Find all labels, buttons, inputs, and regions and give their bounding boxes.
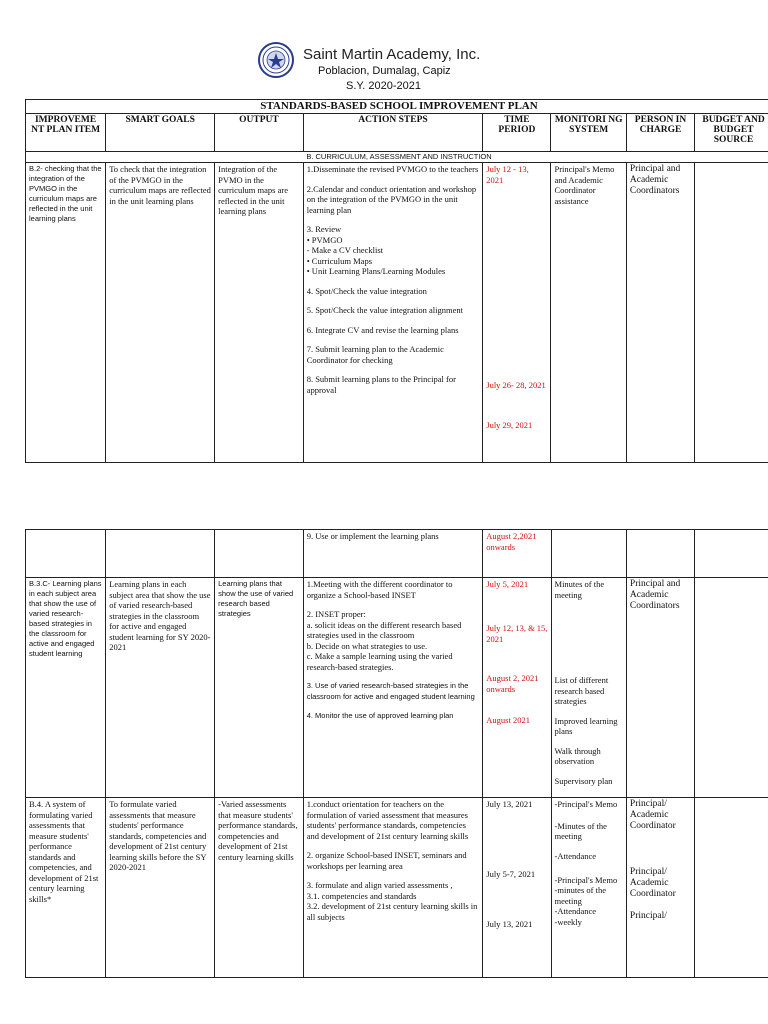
- time-period: [483, 163, 551, 463]
- plan-title: STANDARDS-BASED SCHOOL IMPROVEMENT PLAN: [26, 100, 768, 114]
- action-step: 1.Disseminate the revised PVMGO to the teachers: [306, 164, 479, 174]
- person-entry: Principal/: [629, 911, 667, 921]
- col-header-monitoring: MONITORI NG SYSTEM: [551, 113, 626, 151]
- action-step: 3. formulate and align varied assessments ,: [306, 880, 453, 890]
- budget-cell: [695, 798, 768, 978]
- monitoring-entry: -minutes of the meeting: [554, 885, 606, 906]
- person-in-charge: Principal and Academic Coordinators: [626, 578, 694, 798]
- person-in-charge: Principal and Academic Coordinators: [626, 163, 694, 463]
- school-year: S.Y. 2020-2021: [346, 80, 422, 92]
- person-entry: Principal/ Academic Coordinator: [629, 799, 676, 831]
- time-entry: July 5-7, 2021: [486, 869, 536, 879]
- smart-goal: Learning plans in each subject area that show the use of varied research-based strategies in the classroom for active and engaged student learning for SY 2020-2021: [106, 578, 215, 798]
- time-entry: July 13, 2021: [486, 919, 533, 929]
- action-step: b. Decide on what strategies to use.: [306, 640, 428, 651]
- monitoring-entry: -Principal's Memo: [554, 799, 618, 809]
- monitoring-entry: -Principal's Memo: [554, 874, 618, 885]
- table-row: [26, 578, 768, 798]
- table-row: [26, 798, 768, 978]
- smart-goal: To check that the integration of the PVMGO in the curriculum maps are reflected in the unit learning plans: [106, 163, 215, 463]
- action-step: 3. Use of varied research-based strategies in the classroom for active and engaged student learning: [306, 681, 475, 701]
- time-period: [483, 578, 551, 798]
- output: Learning plans that show the use of varied research based strategies: [215, 578, 304, 798]
- time-entry: July 12 - 13, 2021: [486, 164, 529, 185]
- action-step: - Make a CV checklist: [306, 245, 384, 255]
- col-header-goals: SMART GOALS: [106, 113, 215, 151]
- table-row: [26, 163, 768, 463]
- col-header-person: PERSON IN CHARGE: [626, 113, 694, 151]
- time-entry: August 2021: [486, 715, 530, 725]
- output: Integration of the PVMO in the curriculum maps are reflected in the unit learning plans: [215, 163, 304, 463]
- action-step: • PVMGO: [306, 234, 343, 245]
- col-header-time: TIME PERIOD: [483, 113, 551, 151]
- action-step: 7. Submit learning plan to the Academic Coordinator for checking: [306, 344, 444, 365]
- action-step: 9. Use or implement the learning plans: [303, 530, 483, 578]
- time-entry: July 13, 2021: [486, 799, 533, 809]
- action-step: 2. INSET proper:: [306, 609, 366, 619]
- col-header-item: IMPROVEME NT PLAN ITEM: [26, 113, 106, 151]
- monitoring-entry: -Attendance: [554, 906, 597, 916]
- table-row: [26, 530, 768, 578]
- time-period: [483, 798, 551, 978]
- action-step: a. solicit ideas on the different research based strategies used in the classroom: [306, 619, 462, 640]
- sip-table-page2: [25, 529, 768, 978]
- section-label: B. CURRICULUM, ASSESSMENT AND INSTRUCTION: [26, 151, 768, 163]
- action-step: 6. Integrate CV and revise the learning plans: [306, 324, 459, 335]
- improvement-item: B.3.C- Learning plans in each subject area that show the use of varied research-based strategies in the classroom for active and engaged student learning: [26, 578, 106, 798]
- output: -Varied assessments that measure students' performance standards, competencies and development of 21st century learning skills: [215, 798, 304, 978]
- person-in-charge: [626, 798, 694, 978]
- budget-cell: [695, 163, 768, 463]
- time-entry: July 12, 13, & 15, 2021: [486, 623, 548, 644]
- action-step: 5. Spot/Check the value integration alignment: [306, 305, 463, 315]
- action-step: 3.1. competencies and standards: [306, 890, 417, 901]
- action-step: • Curriculum Maps: [306, 255, 373, 266]
- action-step: c. Make a sample learning using the varied research-based strategies.: [306, 651, 453, 672]
- person-entry: Principal/ Academic Coordinator: [629, 867, 676, 899]
- monitoring-entry: Minutes of the meeting: [554, 579, 605, 600]
- action-step: 3. Review: [306, 224, 342, 234]
- monitoring-entry: Supervisory plan: [554, 775, 613, 786]
- monitoring-entry: -Minutes of the meeting: [554, 820, 607, 841]
- time-entry: July 29, 2021: [486, 420, 533, 430]
- smart-goal: To formulate varied assessments that measure students' performance standards, competencies and development of 21st century learning skills before the SY 2020-2021: [106, 798, 215, 978]
- monitoring-entry: Improved learning plans: [554, 715, 618, 736]
- monitoring-entry: -Attendance: [554, 850, 597, 861]
- budget-cell: [695, 578, 768, 798]
- col-header-budget: BUDGET AND BUDGET SOURCE: [695, 113, 768, 151]
- action-steps: [303, 578, 483, 798]
- action-step: 4. Monitor the use of approved learning plan: [306, 711, 454, 720]
- action-step: 3.2. development of 21st century learning skills in all subjects: [306, 901, 478, 922]
- improvement-item: B.4. A system of formulating varied assessments that measure students' performance standards and competencies, and development of 21st century learning skills*: [26, 798, 106, 978]
- action-step: 2. organize School-based INSET, seminars and workshops per learning area: [306, 850, 467, 871]
- monitoring-system: [551, 798, 626, 978]
- action-step: 8. Submit learning plans to the Principal for approval: [306, 374, 456, 395]
- time-period: August 2,2021 onwards: [483, 530, 551, 578]
- action-step: 4. Spot/Check the value integration: [306, 285, 427, 296]
- action-steps: [303, 163, 483, 463]
- action-step: • Unit Learning Plans/Learning Modules: [306, 266, 446, 276]
- school-address: Poblacion, Dumalag, Capiz: [318, 65, 451, 77]
- monitoring-entry: Walk through observation: [554, 745, 601, 766]
- action-step: 1.conduct orientation for teachers on the formulation of varied assessment that measures students' performance standards, competencies and development of 21st century learning skills: [306, 799, 469, 841]
- sip-table-page1: [25, 99, 768, 463]
- time-entry: July 5, 2021: [486, 579, 529, 589]
- action-step: 2.Calendar and conduct orientation and workshop on the integration of the PVMGO in the unit learning plan: [306, 183, 477, 215]
- school-name: Saint Martin Academy, Inc.: [303, 46, 481, 63]
- monitoring-system: [551, 578, 626, 798]
- col-header-steps: ACTION STEPS: [303, 113, 483, 151]
- action-steps: [303, 798, 483, 978]
- col-header-output: OUTPUT: [215, 113, 304, 151]
- school-seal-logo: [258, 42, 294, 78]
- monitoring-entry: -weekly: [554, 916, 582, 927]
- monitoring-system: Principal's Memo and Academic Coordinator assistance: [551, 163, 626, 463]
- improvement-item: B.2- checking that the integration of the PVMGO in the curriculum maps are reflected in the unit learning plans: [26, 163, 106, 463]
- time-entry: July 26- 28, 2021: [486, 380, 546, 390]
- monitoring-entry: List of different research based strategies: [554, 675, 609, 706]
- time-entry: August 2, 2021 onwards: [486, 673, 539, 694]
- action-step: 1.Meeting with the different coordinator to organize a School-based INSET: [306, 579, 453, 600]
